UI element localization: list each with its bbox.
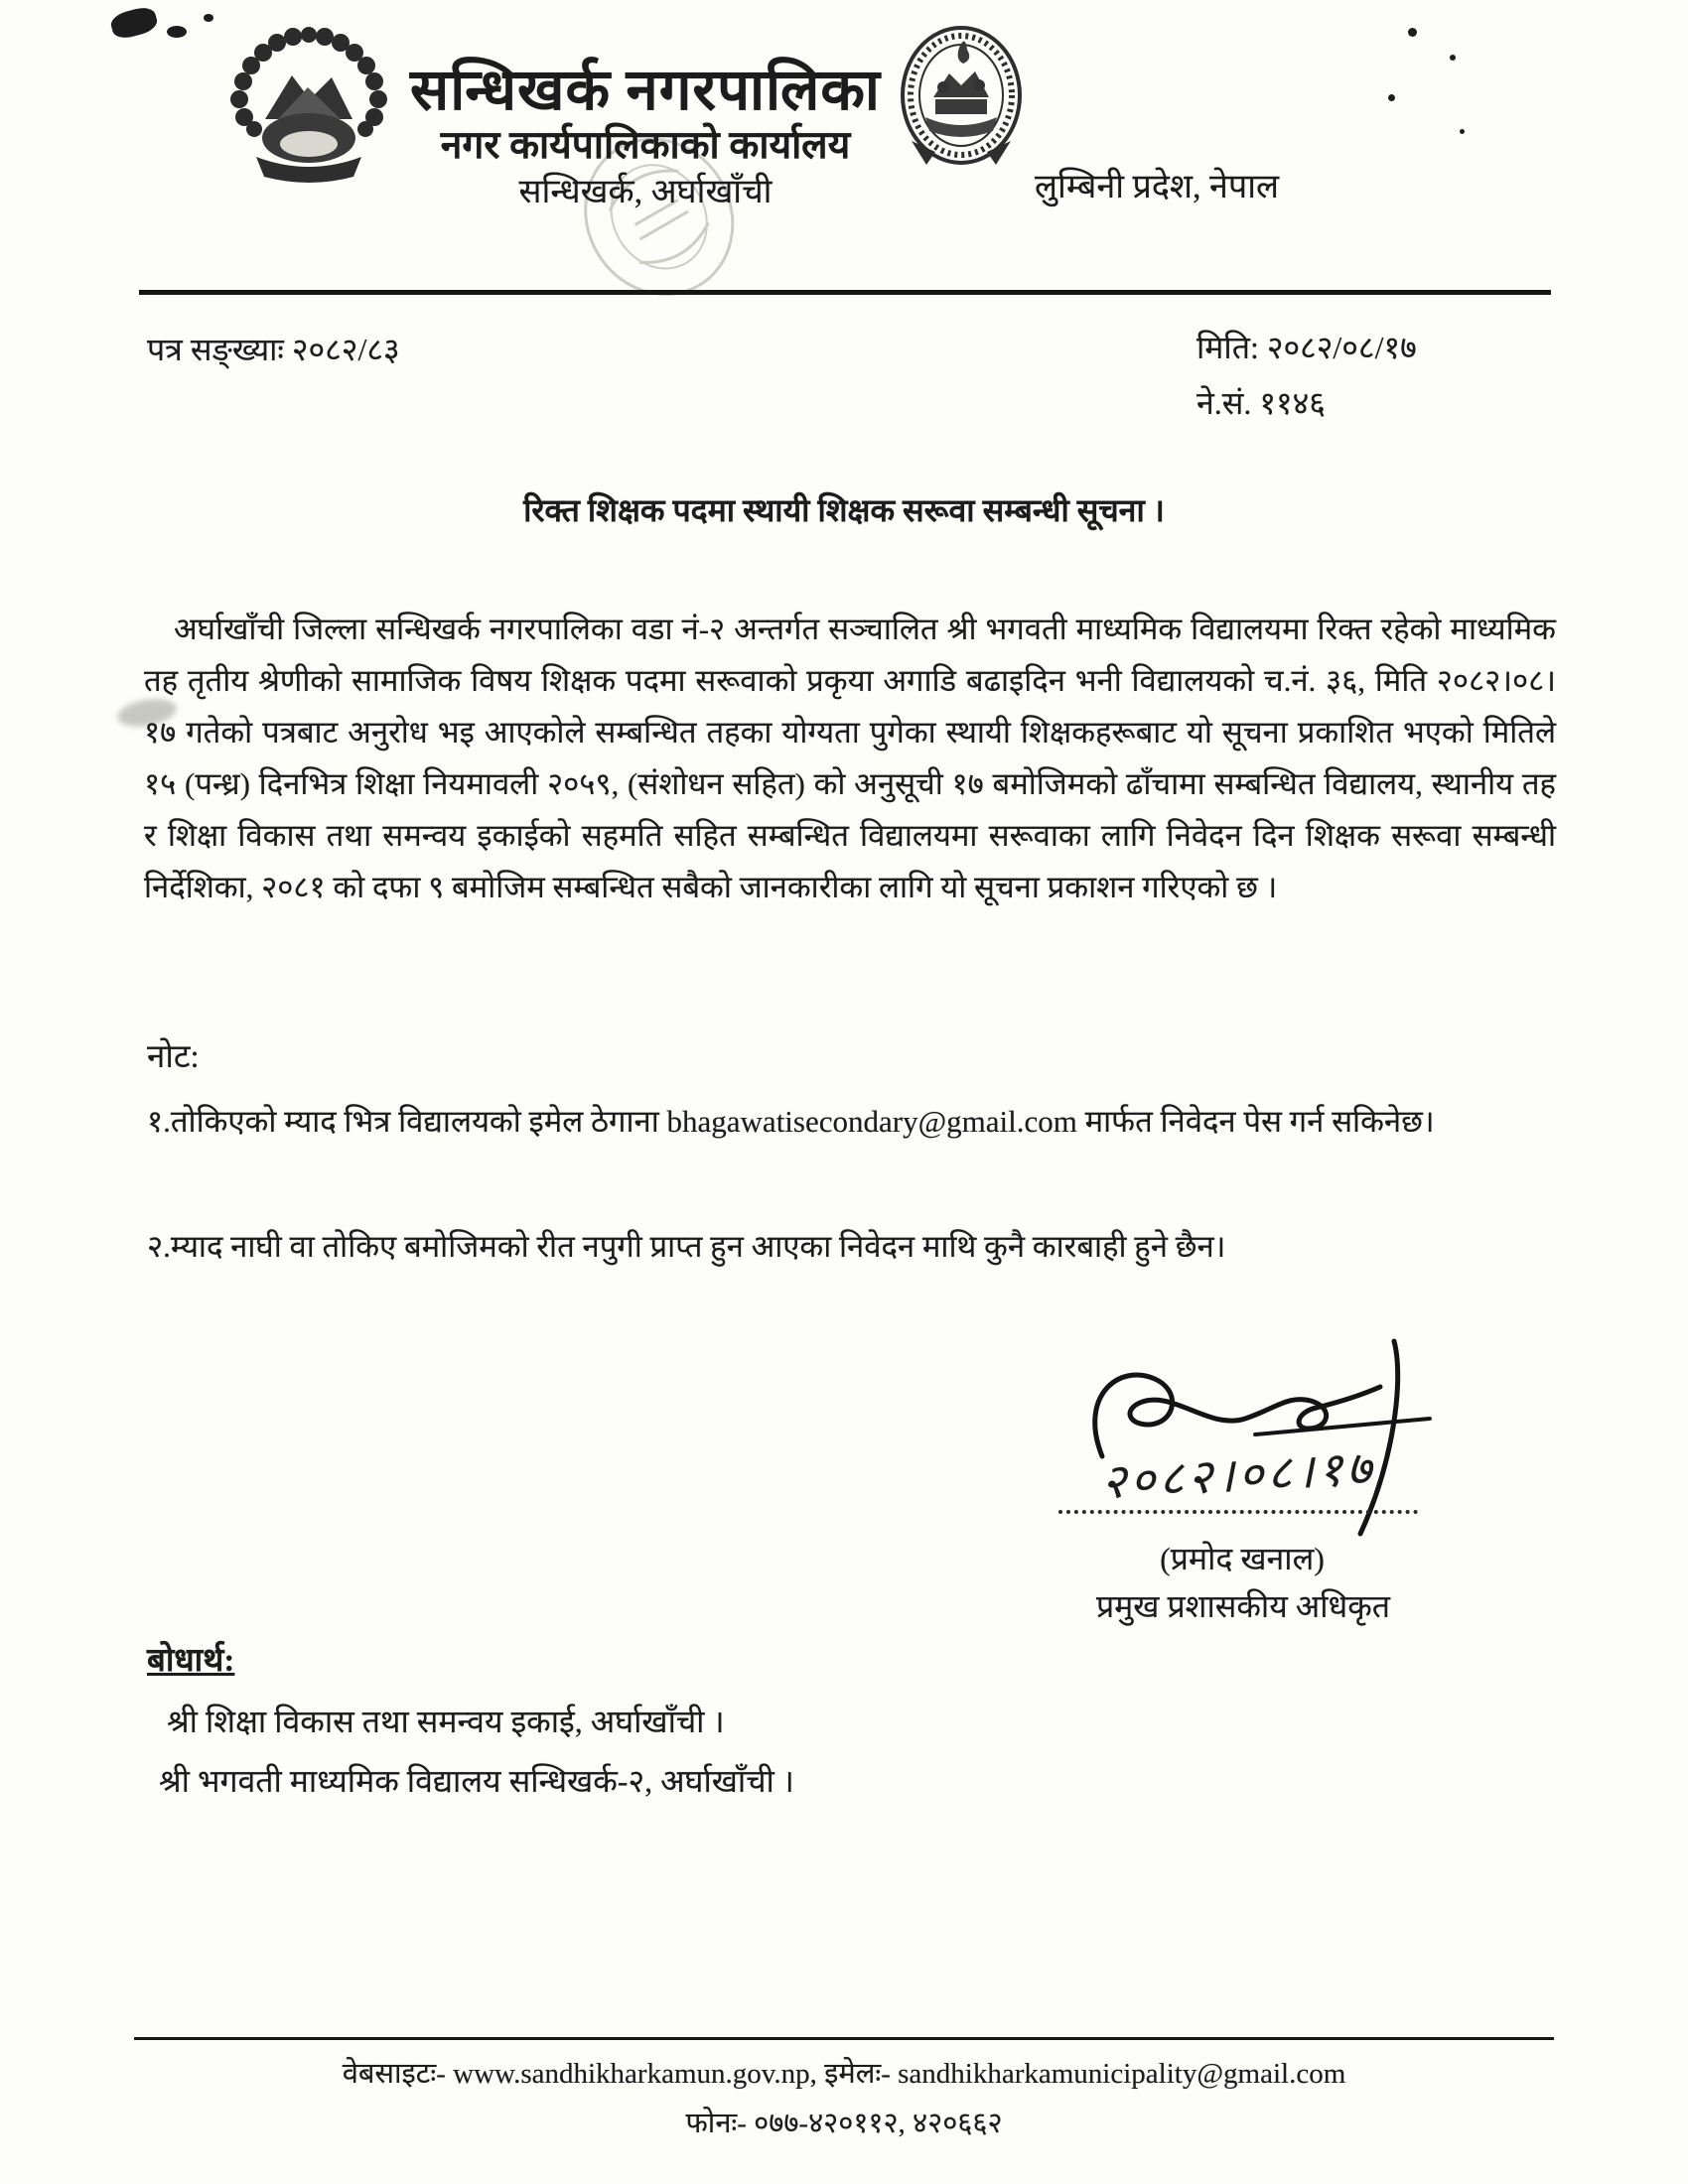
address-province: लुम्बिनी प्रदेश, नेपाल — [1035, 169, 1280, 205]
footer-phone-line: फोनः- ०७७-४२०११२, ४२०६६२ — [685, 2108, 1003, 2139]
scan-speck — [204, 14, 213, 22]
note-item-2: २.म्याद नाघी वा तोकिए बमोजिमको रीत नपुगी प्राप्त हुन आएका निवेदन माथि कुनै कारबाही हुने छैन। — [147, 1229, 1226, 1264]
letter-number-label: पत्र सङ्ख्याः — [147, 332, 284, 367]
note-heading: नोट: — [147, 1039, 200, 1075]
letter-date-label: मिति: — [1196, 330, 1259, 365]
scan-speck — [1450, 55, 1456, 61]
letter-date-value: २०८२/०८/१७ — [1266, 330, 1417, 365]
address-district: सन्धिखर्क, अर्घाखाँची — [518, 174, 773, 210]
cc-item-2: श्री भगवती माध्यमिक विद्यालय सन्धिखर्क-२, अर्घाखाँची । — [159, 1763, 794, 1799]
scan-speck — [1460, 129, 1465, 134]
signature-date-line — [1058, 1441, 1418, 1514]
scan-speck — [1408, 28, 1417, 37]
cc-item-1: श्री शिक्षा विकास तथा समन्वय इकाई, अर्घाखाँची । — [167, 1704, 725, 1739]
footer-contact-line: वेबसाइटः- www.sandhikharkamun.gov.np, इमेलः- sandhikharkamunicipality@gmail.com — [342, 2058, 1346, 2090]
scan-speck — [108, 4, 159, 41]
signatory-designation: प्रमुख प्रशासकीय अधिकृत — [1095, 1588, 1391, 1624]
scan-speck — [167, 26, 187, 38]
nepal-sambat: ने.सं. ११४६ — [1196, 385, 1326, 421]
cc-heading: बोधार्थ: — [147, 1643, 235, 1679]
signatory-name: (प्रमोद खनाल) — [1160, 1541, 1325, 1576]
signature-handwritten-date: २०८२।०८।१७ — [1099, 1441, 1377, 1510]
letter-number — [147, 328, 400, 370]
body-paragraph: अर्घाखाँची जिल्ला सन्धिखर्क नगरपालिका वडा नं-२ अन्तर्गत सञ्चालित श्री भगवती माध्यमिक विद्यालयमा रिक्त रहेको माध्यमिक तह तृतीय श्रेणीको सामाजिक विषय शिक्षक पदमा सरूवाको प्रकृया अगाडि बढाइदिन भनी विद्यालयको च.नं. ३६, मिति २०८२।०८।१७ गतेको पत्रबाट अनुरोध भइ आएकोले सम्बन्धित तहका योग्यता पुगेका स्थायी शिक्षकहरूबाट यो सूचना प्रकाशित भएको मितिले १५ (पन्ध्र) दिनभित्र शिक्षा नियमावली २०५९, (संशोधन सहित) को अनुसूची १७ बमोजिमको ढाँचामा सम्बन्धित विद्यालय, स्थानीय तह र शिक्षा विकास तथा समन्वय इकाईको सहमति सहित सम्बन्धित विद्यालयमा सरूवाका लागि निवेदन दिन शिक्षक सरूवा सम्बन्धी निर्देशिका, २०८१ को दफा ९ बमोजिम सम्बन्धित सबैको जानकारीका लागि यो सूचना प्रकाशन गरिएको छ । — [144, 612, 1556, 904]
header-divider — [139, 290, 1551, 295]
footer-divider — [134, 2037, 1554, 2040]
letter-date — [1196, 326, 1417, 368]
office-name: नगर कार्यपालिकाको कार्यालय — [440, 124, 851, 167]
municipality-name: सन्धिखर्क नगरपालिका — [410, 58, 881, 122]
note-item-1: १.तोकिएको म्याद भित्र विद्यालयको इमेल ठेगाना bhagawatisecondary@gmail.com मार्फत निवेदन पेस गर्न सकिनेछ। — [147, 1104, 1435, 1139]
subject-line: रिक्त शिक्षक पदमा स्थायी शिक्षक सरूवा सम्बन्धी सूचना । — [523, 492, 1165, 528]
letter-number-value: २०८२/८३ — [291, 332, 400, 367]
scan-speck — [1388, 94, 1395, 101]
